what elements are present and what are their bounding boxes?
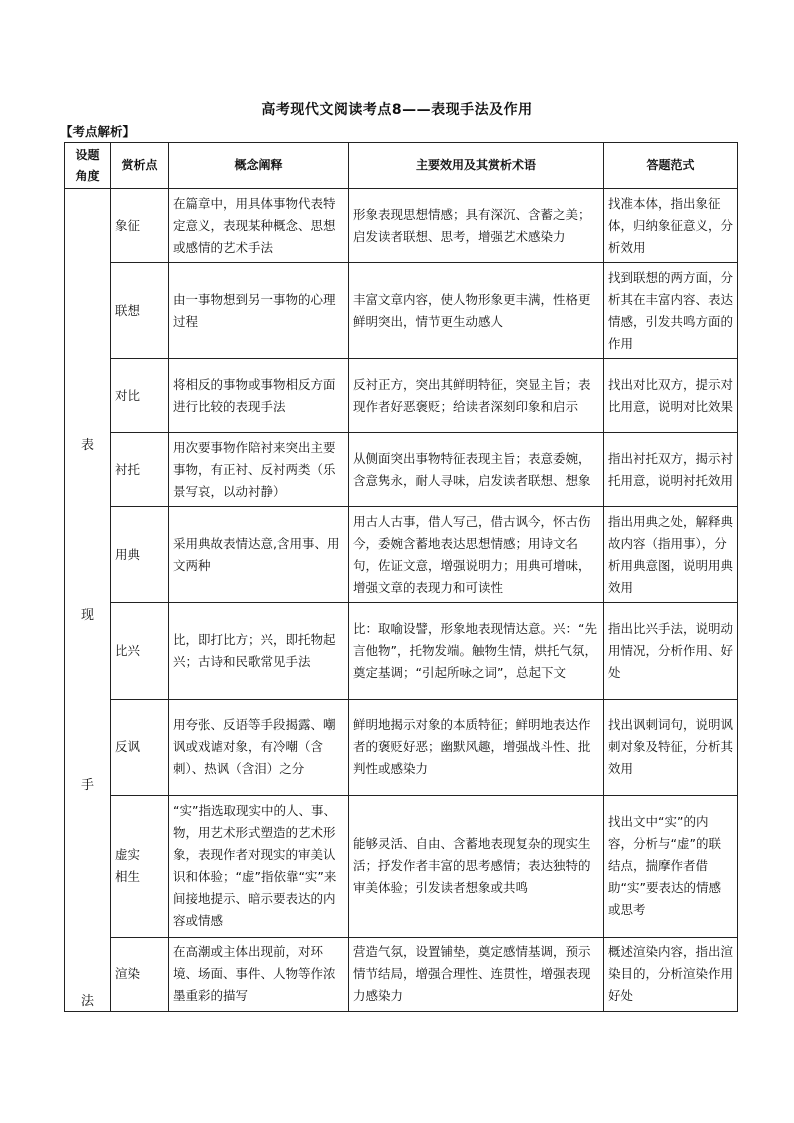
table-row xyxy=(65,507,738,603)
answer-cell: 找准本体，指出象征体，归纳象征意义，分析效用 xyxy=(604,189,738,263)
section-label: 【考点解析】 xyxy=(60,124,136,139)
effect-cell: 反衬正方，突出其鲜明特征，突显主旨；表现作者好恶褒贬；给读者深刻印象和启示 xyxy=(349,359,604,433)
effect-cell: 从侧面突出事物特征表现主旨；表意委婉，含意隽永，耐人寻味，启发读者联想、想象 xyxy=(349,433,604,507)
point-cell: 对比 xyxy=(111,359,169,433)
point-cell: 渲染 xyxy=(111,937,169,1011)
technique-table xyxy=(64,142,738,1012)
page-title: 高考现代文阅读考点8——表现手法及作用 xyxy=(261,102,533,118)
point-cell: 比兴 xyxy=(111,603,169,699)
table-row xyxy=(65,699,738,795)
dimension-char: 手 xyxy=(80,778,94,793)
answer-cell: 指出比兴手法，说明动用情况，分析作用、好处 xyxy=(604,603,738,699)
dimension-char: 表 xyxy=(80,438,94,453)
answer-cell: 找出文中“实”的内容，分析与“虚”的联结点，揣摩作者借助“实”要表达的情感或思考 xyxy=(604,795,738,937)
point-cell: 联想 xyxy=(111,263,169,359)
concept-cell: 比，即打比方；兴，即托物起兴；古诗和民歌常见手法 xyxy=(169,603,349,699)
concept-cell: “实”指选取现实中的人、事、物，用艺术形式塑造的艺术形象，表现作者对现实的审美认识和体验；“虚”指依靠“实”来间接地提示、暗示要表达的内容或情感 xyxy=(169,795,349,937)
table-row xyxy=(65,359,738,433)
concept-cell: 将相反的事物或事物相反方面进行比较的表现手法 xyxy=(169,359,349,433)
header-dimension xyxy=(65,143,111,189)
effect-cell: 用古人古事，借人写己，借古讽今，怀古伤今，委婉含蓄地表达思想情感；用诗文名句，佐证文意，增强说明力；用典可增味，增强文章的表现力和可读性 xyxy=(349,507,604,603)
effect-cell: 形象表现思想情感；具有深沉、含蓄之美；启发读者联想、思考，增强艺术感染力 xyxy=(349,189,604,263)
concept-cell: 用次要事物作陪衬来突出主要事物，有正衬、反衬两类（乐景写哀，以动衬静） xyxy=(169,433,349,507)
header-point: 赏析点 xyxy=(111,143,169,189)
answer-cell: 指出衬托双方，揭示衬托用意，说明衬托效用 xyxy=(604,433,738,507)
concept-cell: 用夸张、反语等手段揭露、嘲讽或戏谑对象，有冷嘲（含刺）、热讽（含泪）之分 xyxy=(169,699,349,795)
dimension-cell xyxy=(65,189,111,1012)
table-row xyxy=(65,795,738,937)
point-line: 相生 xyxy=(115,869,141,885)
dimension-char: 现 xyxy=(80,608,94,623)
table-row xyxy=(65,937,738,1011)
effect-cell: 鲜明地揭示对象的本质特征；鲜明地表达作者的褒贬好恶；幽默风趣，增强战斗性、批判性或感染力 xyxy=(349,699,604,795)
header-answer: 答题范式 xyxy=(604,143,738,189)
answer-cell: 指出用典之处，解释典故内容（指用事），分析用典意图，说明用典效用 xyxy=(604,507,738,603)
answer-cell: 找到联想的两方面，分析其在丰富内容、表达情感，引发共鸣方面的作用 xyxy=(604,263,738,359)
answer-cell: 概述渲染内容，指出渲染目的，分析渲染作用好处 xyxy=(604,937,738,1011)
point-cell: 衬托 xyxy=(111,433,169,507)
point-cell: 用典 xyxy=(111,507,169,603)
effect-cell: 营造气氛，设置铺垫，奠定感情基调，预示情节结局，增强合理性、连贯性，增强表现力感染力 xyxy=(349,937,604,1011)
header-effect: 主要效用及其赏析术语 xyxy=(349,143,604,189)
concept-cell: 在高潮或主体出现前，对环境、场面、事件、人物等作浓墨重彩的描写 xyxy=(169,937,349,1011)
concept-cell: 采用典故表情达意,含用事、用文两种 xyxy=(169,507,349,603)
point-cell: 反讽 xyxy=(111,699,169,795)
effect-cell: 比：取喻设譬，形象地表现情达意。兴：“先言他物”，托物发端。触物生情，烘托气氛，奠定基调；“引起所咏之词”，总起下文 xyxy=(349,603,604,699)
point-cell xyxy=(111,795,169,937)
effect-cell: 丰富文章内容，使人物形象更丰满，性格更鲜明突出，情节更生动感人 xyxy=(349,263,604,359)
header-dimension-line: 设题 xyxy=(75,147,100,162)
table-row xyxy=(65,603,738,699)
table-row xyxy=(65,189,738,263)
point-line: 虚实 xyxy=(115,847,141,863)
concept-cell: 由一事物想到另一事物的心理过程 xyxy=(169,263,349,359)
header-concept: 概念阐释 xyxy=(169,143,349,189)
header-dimension-line: 角度 xyxy=(75,168,100,183)
answer-cell: 找出对比双方，提示对比用意，说明对比效果 xyxy=(604,359,738,433)
answer-cell: 找出讽刺词句，说明讽刺对象及特征，分析其效用 xyxy=(604,699,738,795)
point-cell: 象征 xyxy=(111,189,169,263)
effect-cell: 能够灵活、自由、含蓄地表现复杂的现实生活；抒发作者丰富的思考感情；表达独特的审美体验；引发读者想象或共鸣 xyxy=(349,795,604,937)
concept-cell: 在篇章中，用具体事物代表特定意义，表现某种概念、思想或感情的艺术手法 xyxy=(169,189,349,263)
table-row xyxy=(65,433,738,507)
dimension-char: 法 xyxy=(80,994,94,1009)
table-header-row xyxy=(65,143,738,189)
table-row xyxy=(65,263,738,359)
